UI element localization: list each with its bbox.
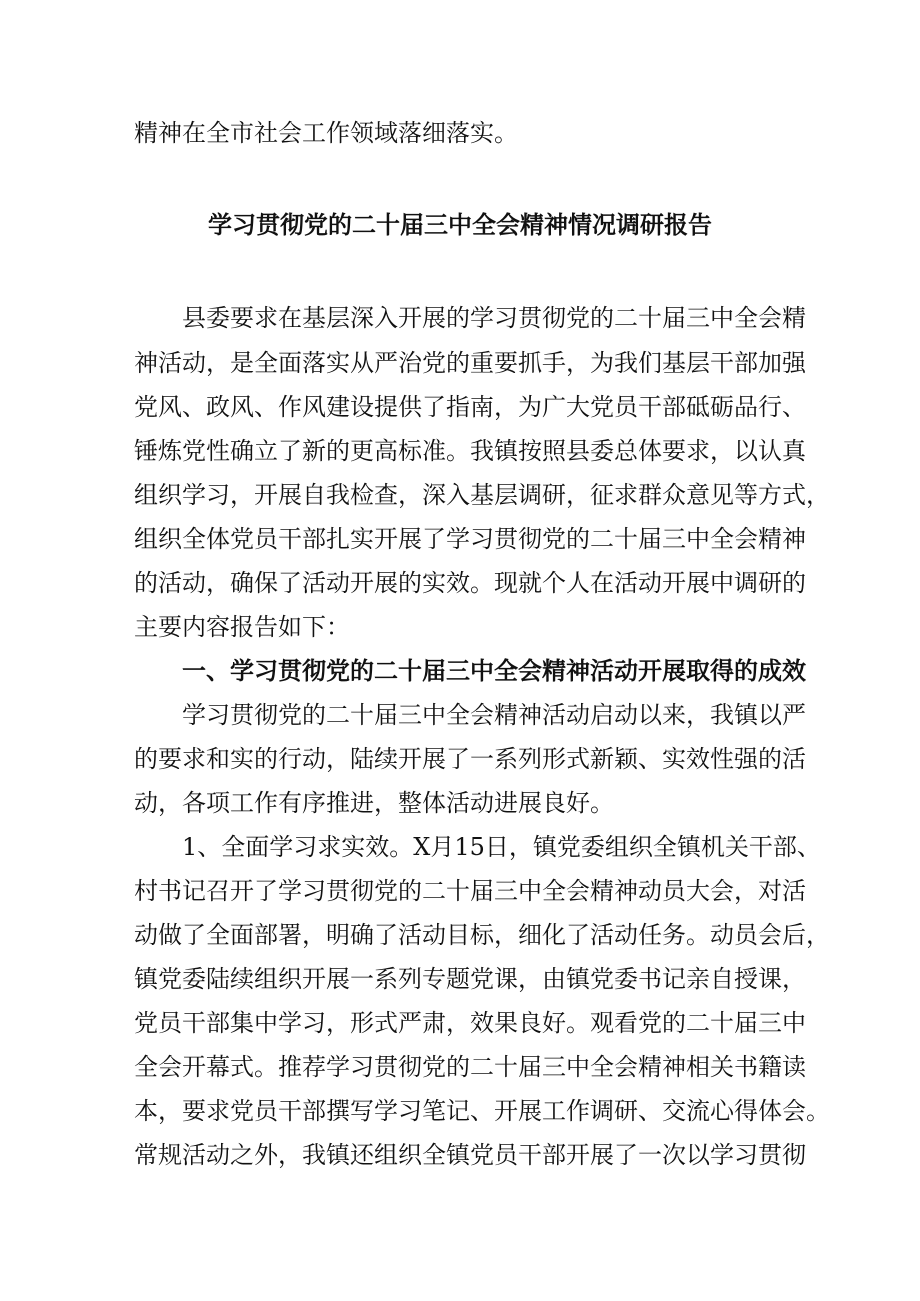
intro-line: 精神在全市社会工作领域落细落实。 — [134, 119, 518, 147]
document-title: 学习贯彻党的二十届三中全会精神情况调研报告 — [208, 210, 712, 239]
section-heading-1: 一、学习贯彻党的二十届三中全会精神活动开展取得的成效 — [182, 656, 806, 685]
paragraph-1-line: 组织学习，开展自我检查，深入基层调研，征求群众意见等方式， — [134, 481, 830, 509]
paragraph-1-line: 县委要求在基层深入开展的学习贯彻党的二十届三中全会精 — [182, 304, 806, 332]
paragraph-3-line: 本，要求党员干部撰写学习笔记、开展工作调研、交流心得体会。 — [134, 1097, 830, 1125]
paragraph-3-line: 动做了全面部署，明确了活动目标，细化了活动任务。动员会后， — [134, 921, 830, 949]
paragraph-1-line: 锤炼党性确立了新的更高标准。我镇按照县委总体要求，以认真 — [134, 437, 806, 465]
paragraph-1-line: 组织全体党员干部扎实开展了学习贯彻党的二十届三中全会精神 — [134, 525, 806, 553]
paragraph-3-line: 1、全面学习求实效。X月15日，镇党委组织全镇机关干部、 — [182, 833, 821, 861]
paragraph-1-line: 的活动，确保了活动开展的实效。现就个人在活动开展中调研的 — [134, 569, 806, 597]
paragraph-3-line: 常规活动之外，我镇还组织全镇党员干部开展了一次以学习贯彻 — [134, 1141, 806, 1169]
paragraph-1-line: 神活动，是全面落实从严治党的重要抓手，为我们基层干部加强 — [134, 349, 806, 377]
paragraph-2-line: 学习贯彻党的二十届三中全会精神活动启动以来，我镇以严 — [182, 701, 806, 729]
paragraph-3-line: 全会开幕式。推荐学习贯彻党的二十届三中全会精神相关书籍读 — [134, 1053, 806, 1081]
paragraph-2-line: 动，各项工作有序推进，整体活动进展良好。 — [134, 789, 614, 817]
paragraph-1-line: 主要内容报告如下： — [134, 613, 350, 641]
paragraph-3-line: 镇党委陆续组织开展一系列专题党课，由镇党委书记亲自授课， — [134, 965, 806, 993]
paragraph-3-line: 党员干部集中学习，形式严肃，效果良好。观看党的二十届三中 — [134, 1009, 806, 1037]
paragraph-3-line: 村书记召开了学习贯彻党的二十届三中全会精神动员大会，对活 — [134, 877, 806, 905]
paragraph-2-line: 的要求和实的行动，陆续开展了一系列形式新颖、实效性强的活 — [134, 745, 806, 773]
paragraph-1-line: 党风、政风、作风建设提供了指南，为广大党员干部砥砺品行、 — [134, 393, 806, 421]
